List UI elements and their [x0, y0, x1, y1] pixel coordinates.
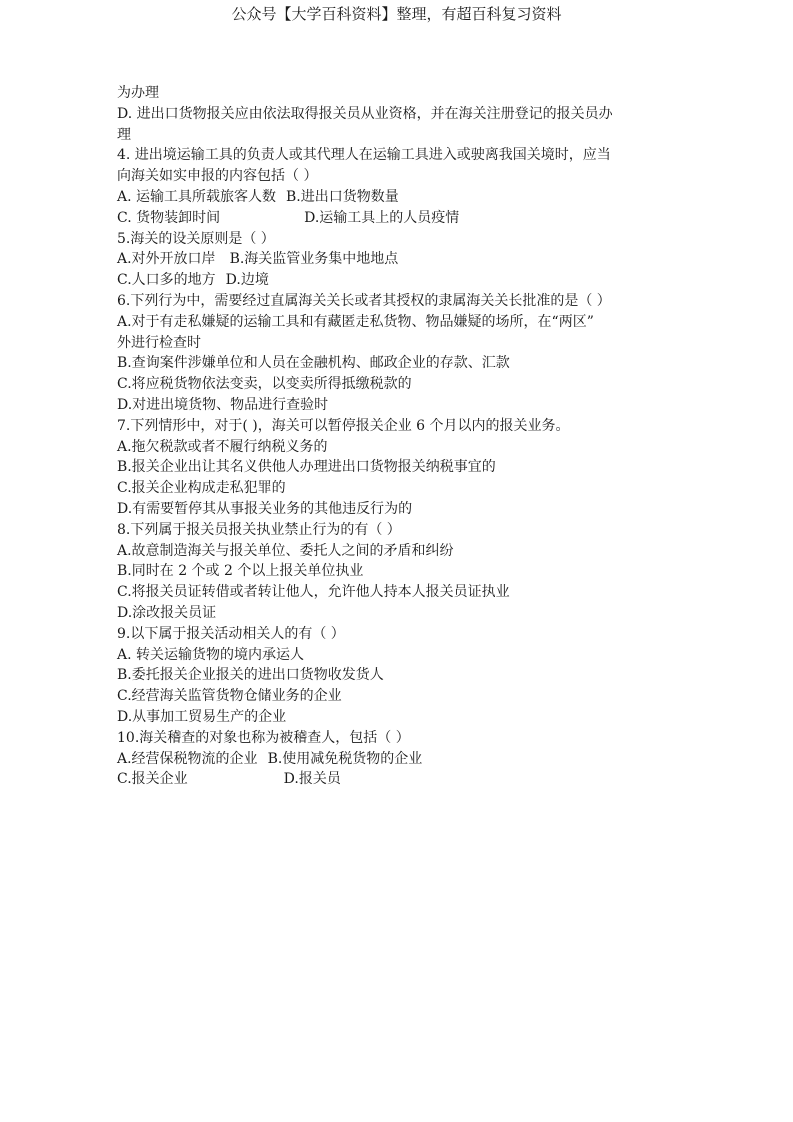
question-7: 7.下列情形中，对于( )，海关可以暂停报关企业 6 个月以内的报关业务。	[117, 417, 570, 434]
question-4: 4. 进出境运输工具的负责人或其代理人在运输工具进入或驶离我国关境时，应当	[117, 147, 611, 164]
option-c: C.报关企业构成走私犯罪的	[117, 480, 286, 497]
option-c: C.将报关员证转借或者转让他人，允许他人持本人报关员证执业	[117, 584, 510, 601]
option-c: C.人口多的地方	[117, 272, 216, 289]
option-a-cont: 外进行检查时	[117, 334, 201, 351]
question-10: 10.海关稽查的对象也称为被稽查人，包括（ ）	[117, 729, 410, 746]
option-d: D. 进出口货物报关应由依法取得报关员从业资格，并在海关注册登记的报关员办	[117, 105, 613, 122]
question-4-cont: 向海关如实申报的内容包括（ ）	[117, 168, 318, 185]
options-row	[117, 208, 687, 229]
option-b: B.海关监管业务集中地地点	[229, 251, 399, 268]
options-row	[117, 769, 687, 790]
option-b: B.同时在 2 个或 2 个以上报关单位执业	[117, 563, 364, 580]
option-b: B.进出口货物数量	[286, 188, 399, 205]
question-9: 9.以下属于报关活动相关人的有（ ）	[117, 625, 345, 642]
question-5: 5.海关的设关原则是（ ）	[117, 230, 275, 247]
option-b: B.委托报关企业报关的进出口货物收发货人	[117, 667, 384, 684]
option-b: B.使用减免税货物的企业	[267, 750, 423, 767]
options-row	[117, 270, 687, 291]
option-c: C.经营海关监管货物仓储业务的企业	[117, 688, 342, 705]
option-b: B.报关企业出让其名义供他人办理进出口货物报关纳税事宜的	[117, 459, 496, 476]
option-a: A. 转关运输货物的境内承运人	[117, 646, 305, 663]
options-row	[117, 187, 687, 208]
option-b: B.查询案件涉嫌单位和人员在金融机构、邮政企业的存款、汇款	[117, 355, 510, 372]
option-c: C. 货物装卸时间	[117, 209, 221, 226]
option-d: D.有需要暂停其从事报关业务的其他违反行为的	[117, 500, 413, 517]
option-d: D.报关员	[283, 771, 341, 788]
question-8: 8.下列属于报关员报关执业禁止行为的有（ ）	[117, 521, 401, 538]
option-d: D.对进出境货物、物品进行查验时	[117, 396, 329, 413]
page-header: 公众号【大学百科资料】整理，有超百科复习资料	[231, 5, 562, 23]
question-6: 6.下列行为中，需要经过直属海关关长或者其授权的隶属海关关长批准的是（ ）	[117, 292, 611, 309]
option-a: A.经营保税物流的企业	[117, 750, 258, 767]
option-c: C.将应税货物依法变卖，以变卖所得抵缴税款的	[117, 376, 412, 393]
text-line: 为办理	[117, 85, 159, 101]
option-a: A. 运输工具所载旅客人数	[117, 188, 277, 205]
text-line: 理	[117, 126, 131, 143]
option-d: D.边境	[225, 272, 269, 289]
document-body	[117, 83, 687, 790]
option-a: A.对于有走私嫌疑的运输工具和有藏匿走私货物、物品嫌疑的场所，在“两区”	[117, 313, 594, 330]
option-d: D.从事加工贸易生产的企业	[117, 708, 287, 725]
option-a: A.拖欠税款或者不履行纳税义务的	[117, 438, 328, 455]
option-d: D.涂改报关员证	[117, 604, 217, 621]
options-row	[117, 249, 687, 270]
options-row	[117, 749, 687, 770]
option-d: D.运输工具上的人员疫情	[304, 209, 460, 226]
option-a: A.对外开放口岸	[117, 251, 216, 268]
option-a: A.故意制造海关与报关单位、委托人之间的矛盾和纠纷	[117, 542, 454, 559]
option-c: C.报关企业	[117, 771, 188, 788]
